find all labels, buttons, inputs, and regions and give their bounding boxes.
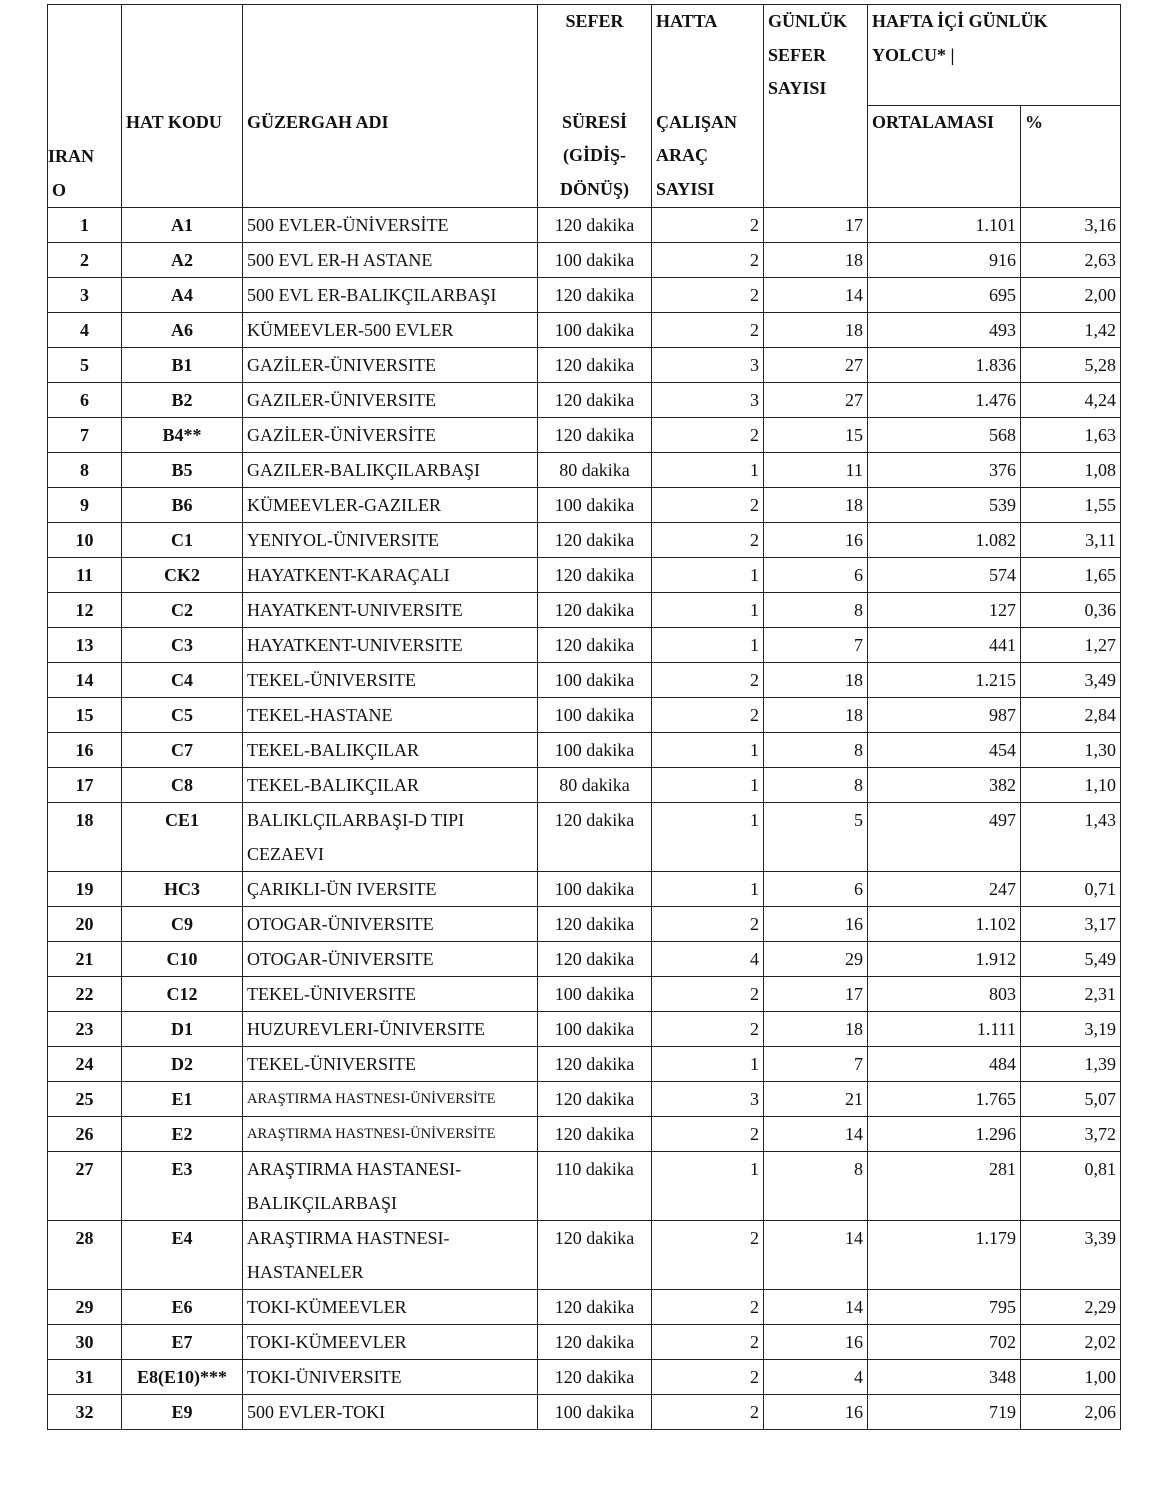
cell-sefer-suresi: 120 dakika xyxy=(538,1325,652,1360)
cell-hat-kodu: HC3 xyxy=(122,872,243,907)
table-row xyxy=(48,453,1121,488)
table-row xyxy=(48,313,1121,348)
table-row xyxy=(48,593,1121,628)
cell-sira-no: 1 xyxy=(48,208,122,243)
cell-hat-kodu: E9 xyxy=(122,1395,243,1430)
cell-yolcu-ortalama: 1.912 xyxy=(868,942,1021,977)
cell-yuzde: 1,63 xyxy=(1021,418,1121,453)
cell-arac-sayisi: 3 xyxy=(652,383,764,418)
cell-arac-sayisi: 1 xyxy=(652,558,764,593)
cell-hat-kodu: CK2 xyxy=(122,558,243,593)
cell-yolcu-ortalama: 348 xyxy=(868,1360,1021,1395)
cell-yuzde: 3,19 xyxy=(1021,1012,1121,1047)
cell-guzergah: KÜMEEVLER-GAZILER xyxy=(243,488,538,523)
cell-hat-kodu: E3 xyxy=(122,1152,243,1221)
table-row xyxy=(48,1290,1121,1325)
cell-sefer-sayisi: 18 xyxy=(764,488,868,523)
cell-sefer-sayisi: 17 xyxy=(764,208,868,243)
cell-sefer-suresi: 120 dakika xyxy=(538,278,652,313)
cell-sefer-suresi: 100 dakika xyxy=(538,243,652,278)
cell-arac-sayisi: 3 xyxy=(652,348,764,383)
cell-sira-no: 18 xyxy=(48,803,122,872)
cell-hat-kodu: C5 xyxy=(122,698,243,733)
cell-guzergah: ARAŞTIRMA HASTANESI-BALIKÇILARBAŞI xyxy=(243,1152,538,1221)
cell-sira-no: 7 xyxy=(48,418,122,453)
table-row xyxy=(48,488,1121,523)
cell-sira-no: 20 xyxy=(48,907,122,942)
cell-arac-sayisi: 2 xyxy=(652,243,764,278)
cell-sefer-suresi: 120 dakika xyxy=(538,1360,652,1395)
cell-sefer-sayisi: 27 xyxy=(764,383,868,418)
cell-yolcu-ortalama: 574 xyxy=(868,558,1021,593)
cell-hat-kodu: E8(E10)*** xyxy=(122,1360,243,1395)
cell-sira-no: 24 xyxy=(48,1047,122,1082)
cell-arac-sayisi: 2 xyxy=(652,1395,764,1430)
header-hatta-arac: HATTA ÇALIŞAN ARAÇ SAYISI xyxy=(652,5,764,208)
cell-sefer-sayisi: 18 xyxy=(764,698,868,733)
cell-yolcu-ortalama: 1.111 xyxy=(868,1012,1021,1047)
cell-arac-sayisi: 2 xyxy=(652,1325,764,1360)
cell-arac-sayisi: 1 xyxy=(652,593,764,628)
cell-yolcu-ortalama: 539 xyxy=(868,488,1021,523)
cell-yolcu-ortalama: 281 xyxy=(868,1152,1021,1221)
cell-sefer-sayisi: 17 xyxy=(764,977,868,1012)
cell-sefer-suresi: 80 dakika xyxy=(538,768,652,803)
cell-hat-kodu: B4** xyxy=(122,418,243,453)
cell-sefer-sayisi: 16 xyxy=(764,523,868,558)
table-row xyxy=(48,1047,1121,1082)
cell-sefer-suresi: 80 dakika xyxy=(538,453,652,488)
cell-yuzde: 1,30 xyxy=(1021,733,1121,768)
cell-guzergah: GAZİLER-ÜNIVERSITE xyxy=(243,348,538,383)
table-row xyxy=(48,418,1121,453)
cell-sefer-suresi: 120 dakika xyxy=(538,942,652,977)
cell-yolcu-ortalama: 702 xyxy=(868,1325,1021,1360)
cell-yuzde: 2,31 xyxy=(1021,977,1121,1012)
cell-yuzde: 3,72 xyxy=(1021,1117,1121,1152)
cell-yolcu-ortalama: 1.215 xyxy=(868,663,1021,698)
cell-sira-no: 29 xyxy=(48,1290,122,1325)
cell-hat-kodu: C4 xyxy=(122,663,243,698)
cell-yuzde: 2,63 xyxy=(1021,243,1121,278)
cell-yuzde: 3,39 xyxy=(1021,1221,1121,1290)
cell-arac-sayisi: 2 xyxy=(652,1117,764,1152)
cell-hat-kodu: C8 xyxy=(122,768,243,803)
cell-hat-kodu: E7 xyxy=(122,1325,243,1360)
table-row xyxy=(48,383,1121,418)
cell-yolcu-ortalama: 127 xyxy=(868,593,1021,628)
cell-guzergah: ARAŞTIRMA HASTNESI-HASTANELER xyxy=(243,1221,538,1290)
cell-arac-sayisi: 2 xyxy=(652,1290,764,1325)
cell-guzergah: ARAŞTIRMA HASTNESI-ÜNİVERSİTE xyxy=(243,1117,538,1152)
cell-hat-kodu: C10 xyxy=(122,942,243,977)
cell-yuzde: 3,16 xyxy=(1021,208,1121,243)
cell-sefer-suresi: 120 dakika xyxy=(538,558,652,593)
cell-sefer-suresi: 120 dakika xyxy=(538,1117,652,1152)
cell-sefer-suresi: 100 dakika xyxy=(538,1012,652,1047)
cell-yuzde: 2,29 xyxy=(1021,1290,1121,1325)
cell-guzergah: OTOGAR-ÜNIVERSITE xyxy=(243,942,538,977)
cell-sefer-suresi: 120 dakika xyxy=(538,1221,652,1290)
cell-sira-no: 13 xyxy=(48,628,122,663)
cell-hat-kodu: CE1 xyxy=(122,803,243,872)
cell-sira-no: 5 xyxy=(48,348,122,383)
cell-guzergah: KÜMEEVLER-500 EVLER xyxy=(243,313,538,348)
cell-hat-kodu: E4 xyxy=(122,1221,243,1290)
cell-arac-sayisi: 2 xyxy=(652,208,764,243)
cell-sefer-suresi: 120 dakika xyxy=(538,593,652,628)
cell-sira-no: 4 xyxy=(48,313,122,348)
cell-arac-sayisi: 2 xyxy=(652,1012,764,1047)
cell-arac-sayisi: 1 xyxy=(652,1047,764,1082)
cell-hat-kodu: C9 xyxy=(122,907,243,942)
cell-sefer-sayisi: 14 xyxy=(764,1221,868,1290)
cell-sefer-sayisi: 14 xyxy=(764,1117,868,1152)
table-row xyxy=(48,907,1121,942)
cell-sefer-sayisi: 18 xyxy=(764,663,868,698)
cell-guzergah: HUZUREVLERI-ÜNIVERSITE xyxy=(243,1012,538,1047)
cell-arac-sayisi: 1 xyxy=(652,872,764,907)
cell-sefer-sayisi: 7 xyxy=(764,1047,868,1082)
cell-yolcu-ortalama: 1.179 xyxy=(868,1221,1021,1290)
cell-sira-no: 14 xyxy=(48,663,122,698)
cell-yolcu-ortalama: 803 xyxy=(868,977,1021,1012)
cell-guzergah: 500 EVLER-TOKI xyxy=(243,1395,538,1430)
cell-arac-sayisi: 4 xyxy=(652,942,764,977)
cell-sira-no: 23 xyxy=(48,1012,122,1047)
header-sefer-suresi: SEFER SÜRESİ (GİDİŞ- DÖNÜŞ) xyxy=(538,5,652,208)
cell-arac-sayisi: 2 xyxy=(652,698,764,733)
cell-sefer-sayisi: 14 xyxy=(764,1290,868,1325)
cell-sefer-suresi: 100 dakika xyxy=(538,488,652,523)
cell-guzergah: BALIKLÇILARBAŞI-D TIPI CEZAEVI xyxy=(243,803,538,872)
cell-yolcu-ortalama: 441 xyxy=(868,628,1021,663)
cell-sefer-suresi: 120 dakika xyxy=(538,208,652,243)
table-row xyxy=(48,733,1121,768)
cell-arac-sayisi: 2 xyxy=(652,1221,764,1290)
cell-sefer-sayisi: 8 xyxy=(764,593,868,628)
table-row xyxy=(48,1152,1121,1221)
cell-sira-no: 9 xyxy=(48,488,122,523)
cell-yolcu-ortalama: 1.296 xyxy=(868,1117,1021,1152)
table-row xyxy=(48,803,1121,872)
header-hafta-ici: HAFTA İÇİ GÜNLÜK YOLCU* | xyxy=(868,5,1121,106)
cell-guzergah: 500 EVLER-ÜNİVERSİTE xyxy=(243,208,538,243)
cell-guzergah: TEKEL-BALIKÇILAR xyxy=(243,733,538,768)
cell-yuzde: 1,10 xyxy=(1021,768,1121,803)
cell-yolcu-ortalama: 695 xyxy=(868,278,1021,313)
table-row xyxy=(48,698,1121,733)
cell-arac-sayisi: 2 xyxy=(652,313,764,348)
cell-sira-no: 15 xyxy=(48,698,122,733)
cell-sefer-sayisi: 6 xyxy=(764,558,868,593)
table-row xyxy=(48,1360,1121,1395)
cell-sefer-sayisi: 11 xyxy=(764,453,868,488)
cell-sefer-sayisi: 8 xyxy=(764,1152,868,1221)
table-row xyxy=(48,1395,1121,1430)
table-row xyxy=(48,1325,1121,1360)
cell-sira-no: 27 xyxy=(48,1152,122,1221)
cell-arac-sayisi: 1 xyxy=(652,628,764,663)
cell-sira-no: 25 xyxy=(48,1082,122,1117)
cell-hat-kodu: C2 xyxy=(122,593,243,628)
cell-sira-no: 11 xyxy=(48,558,122,593)
cell-sira-no: 17 xyxy=(48,768,122,803)
cell-sefer-sayisi: 15 xyxy=(764,418,868,453)
cell-sefer-sayisi: 21 xyxy=(764,1082,868,1117)
cell-hat-kodu: B5 xyxy=(122,453,243,488)
cell-sefer-suresi: 100 dakika xyxy=(538,663,652,698)
header-hat-kodu: HAT KODU xyxy=(122,5,243,208)
cell-arac-sayisi: 2 xyxy=(652,663,764,698)
cell-sefer-suresi: 120 dakika xyxy=(538,803,652,872)
cell-arac-sayisi: 1 xyxy=(652,733,764,768)
cell-sira-no: 12 xyxy=(48,593,122,628)
table-row xyxy=(48,523,1121,558)
table-row xyxy=(48,1221,1121,1290)
cell-yolcu-ortalama: 376 xyxy=(868,453,1021,488)
cell-sefer-suresi: 120 dakika xyxy=(538,628,652,663)
table-row xyxy=(48,208,1121,243)
route-table xyxy=(47,4,1121,1430)
cell-sefer-sayisi: 8 xyxy=(764,733,868,768)
cell-sefer-sayisi: 14 xyxy=(764,278,868,313)
cell-yolcu-ortalama: 987 xyxy=(868,698,1021,733)
cell-sefer-suresi: 120 dakika xyxy=(538,348,652,383)
table-row xyxy=(48,558,1121,593)
cell-yolcu-ortalama: 247 xyxy=(868,872,1021,907)
cell-guzergah: TOKI-KÜMEEVLER xyxy=(243,1325,538,1360)
cell-sira-no: 3 xyxy=(48,278,122,313)
cell-hat-kodu: D1 xyxy=(122,1012,243,1047)
cell-sefer-suresi: 100 dakika xyxy=(538,872,652,907)
cell-yuzde: 5,49 xyxy=(1021,942,1121,977)
cell-sefer-sayisi: 16 xyxy=(764,1395,868,1430)
cell-sefer-suresi: 120 dakika xyxy=(538,523,652,558)
cell-hat-kodu: C3 xyxy=(122,628,243,663)
cell-arac-sayisi: 1 xyxy=(652,1152,764,1221)
cell-arac-sayisi: 2 xyxy=(652,488,764,523)
cell-sira-no: 28 xyxy=(48,1221,122,1290)
cell-sefer-suresi: 120 dakika xyxy=(538,1047,652,1082)
cell-hat-kodu: B6 xyxy=(122,488,243,523)
cell-arac-sayisi: 2 xyxy=(652,523,764,558)
cell-arac-sayisi: 1 xyxy=(652,453,764,488)
cell-hat-kodu: E2 xyxy=(122,1117,243,1152)
cell-sira-no: 26 xyxy=(48,1117,122,1152)
cell-yolcu-ortalama: 1.765 xyxy=(868,1082,1021,1117)
cell-sira-no: 2 xyxy=(48,243,122,278)
cell-yuzde: 1,55 xyxy=(1021,488,1121,523)
cell-yuzde: 2,00 xyxy=(1021,278,1121,313)
cell-yuzde: 1,42 xyxy=(1021,313,1121,348)
cell-yolcu-ortalama: 1.101 xyxy=(868,208,1021,243)
cell-sefer-sayisi: 29 xyxy=(764,942,868,977)
cell-yuzde: 2,06 xyxy=(1021,1395,1121,1430)
cell-hat-kodu: C1 xyxy=(122,523,243,558)
cell-sefer-sayisi: 16 xyxy=(764,1325,868,1360)
table-row xyxy=(48,977,1121,1012)
cell-hat-kodu: A2 xyxy=(122,243,243,278)
cell-sira-no: 19 xyxy=(48,872,122,907)
header-ortalamasi: ORTALAMASI xyxy=(868,106,1021,208)
cell-yolcu-ortalama: 497 xyxy=(868,803,1021,872)
cell-guzergah: HAYATKENT-KARAÇALI xyxy=(243,558,538,593)
cell-sira-no: 8 xyxy=(48,453,122,488)
cell-guzergah: YENIYOL-ÜNIVERSITE xyxy=(243,523,538,558)
cell-guzergah: TEKEL-ÜNIVERSITE xyxy=(243,663,538,698)
cell-guzergah: TEKEL-ÜNIVERSITE xyxy=(243,977,538,1012)
header-gunluk-sefer: GÜNLÜK SEFER SAYISI xyxy=(764,5,868,208)
cell-guzergah: 500 EVL ER-BALIKÇILARBAŞI xyxy=(243,278,538,313)
cell-sefer-suresi: 110 dakika xyxy=(538,1152,652,1221)
cell-arac-sayisi: 1 xyxy=(652,803,764,872)
table-row xyxy=(48,628,1121,663)
cell-yolcu-ortalama: 795 xyxy=(868,1290,1021,1325)
header-sira-no: IRAN O xyxy=(48,5,122,208)
cell-sira-no: 10 xyxy=(48,523,122,558)
cell-yuzde: 1,39 xyxy=(1021,1047,1121,1082)
cell-sefer-sayisi: 6 xyxy=(764,872,868,907)
cell-sefer-suresi: 100 dakika xyxy=(538,1395,652,1430)
cell-yuzde: 0,71 xyxy=(1021,872,1121,907)
table-row xyxy=(48,942,1121,977)
cell-sefer-suresi: 120 dakika xyxy=(538,383,652,418)
cell-sefer-sayisi: 27 xyxy=(764,348,868,383)
cell-yolcu-ortalama: 916 xyxy=(868,243,1021,278)
cell-yuzde: 3,17 xyxy=(1021,907,1121,942)
cell-yolcu-ortalama: 1.836 xyxy=(868,348,1021,383)
cell-guzergah: HAYATKENT-UNIVERSITE xyxy=(243,628,538,663)
cell-yolcu-ortalama: 493 xyxy=(868,313,1021,348)
cell-sefer-sayisi: 8 xyxy=(764,768,868,803)
cell-guzergah: TEKEL-ÜNIVERSITE xyxy=(243,1047,538,1082)
cell-sira-no: 21 xyxy=(48,942,122,977)
cell-sira-no: 16 xyxy=(48,733,122,768)
cell-yuzde: 4,24 xyxy=(1021,383,1121,418)
header-guzergah: GÜZERGAH ADI xyxy=(243,5,538,208)
cell-guzergah: GAZİLER-ÜNİVERSİTE xyxy=(243,418,538,453)
cell-sefer-sayisi: 18 xyxy=(764,1012,868,1047)
table-row xyxy=(48,872,1121,907)
cell-hat-kodu: A4 xyxy=(122,278,243,313)
table-row xyxy=(48,663,1121,698)
cell-sefer-sayisi: 16 xyxy=(764,907,868,942)
cell-yuzde: 2,02 xyxy=(1021,1325,1121,1360)
cell-arac-sayisi: 1 xyxy=(652,768,764,803)
cell-yolcu-ortalama: 719 xyxy=(868,1395,1021,1430)
cell-sefer-suresi: 120 dakika xyxy=(538,418,652,453)
cell-hat-kodu: C7 xyxy=(122,733,243,768)
cell-hat-kodu: E1 xyxy=(122,1082,243,1117)
cell-yolcu-ortalama: 1.102 xyxy=(868,907,1021,942)
cell-sefer-suresi: 100 dakika xyxy=(538,977,652,1012)
cell-arac-sayisi: 2 xyxy=(652,907,764,942)
cell-sefer-sayisi: 4 xyxy=(764,1360,868,1395)
cell-guzergah: HAYATKENT-UNIVERSITE xyxy=(243,593,538,628)
cell-hat-kodu: D2 xyxy=(122,1047,243,1082)
cell-yuzde: 2,84 xyxy=(1021,698,1121,733)
cell-guzergah: GAZILER-ÜNIVERSITE xyxy=(243,383,538,418)
cell-sira-no: 31 xyxy=(48,1360,122,1395)
cell-sefer-suresi: 120 dakika xyxy=(538,1290,652,1325)
cell-guzergah: OTOGAR-ÜNIVERSITE xyxy=(243,907,538,942)
cell-sefer-suresi: 100 dakika xyxy=(538,698,652,733)
cell-hat-kodu: A6 xyxy=(122,313,243,348)
cell-sefer-suresi: 120 dakika xyxy=(538,907,652,942)
table-row xyxy=(48,278,1121,313)
cell-guzergah: ARAŞTIRMA HASTNESI-ÜNİVERSİTE xyxy=(243,1082,538,1117)
table-row xyxy=(48,1117,1121,1152)
cell-guzergah: ÇARIKLI-ÜN IVERSITE xyxy=(243,872,538,907)
header-yuzde: % xyxy=(1021,106,1121,208)
cell-yolcu-ortalama: 1.082 xyxy=(868,523,1021,558)
cell-yolcu-ortalama: 568 xyxy=(868,418,1021,453)
cell-yuzde: 1,43 xyxy=(1021,803,1121,872)
cell-yuzde: 5,07 xyxy=(1021,1082,1121,1117)
cell-yuzde: 3,11 xyxy=(1021,523,1121,558)
cell-yuzde: 5,28 xyxy=(1021,348,1121,383)
cell-yuzde: 1,00 xyxy=(1021,1360,1121,1395)
cell-yolcu-ortalama: 484 xyxy=(868,1047,1021,1082)
cell-hat-kodu: A1 xyxy=(122,208,243,243)
cell-arac-sayisi: 3 xyxy=(652,1082,764,1117)
cell-guzergah: TOKI-KÜMEEVLER xyxy=(243,1290,538,1325)
cell-sefer-suresi: 120 dakika xyxy=(538,1082,652,1117)
cell-sefer-sayisi: 18 xyxy=(764,313,868,348)
cell-yuzde: 3,49 xyxy=(1021,663,1121,698)
cell-sira-no: 32 xyxy=(48,1395,122,1430)
cell-sefer-suresi: 100 dakika xyxy=(538,313,652,348)
cell-yolcu-ortalama: 382 xyxy=(868,768,1021,803)
cell-sira-no: 6 xyxy=(48,383,122,418)
cell-guzergah: GAZILER-BALIKÇILARBAŞI xyxy=(243,453,538,488)
cell-guzergah: TEKEL-HASTANE xyxy=(243,698,538,733)
cell-sefer-suresi: 100 dakika xyxy=(538,733,652,768)
cell-yuzde: 0,36 xyxy=(1021,593,1121,628)
cell-yolcu-ortalama: 454 xyxy=(868,733,1021,768)
cell-yuzde: 1,27 xyxy=(1021,628,1121,663)
table-row xyxy=(48,243,1121,278)
table-row xyxy=(48,348,1121,383)
cell-hat-kodu: C12 xyxy=(122,977,243,1012)
cell-sefer-sayisi: 7 xyxy=(764,628,868,663)
cell-guzergah: TEKEL-BALIKÇILAR xyxy=(243,768,538,803)
table-body xyxy=(48,208,1121,1430)
cell-sira-no: 30 xyxy=(48,1325,122,1360)
cell-sira-no: 22 xyxy=(48,977,122,1012)
table-row xyxy=(48,1082,1121,1117)
cell-guzergah: TOKI-ÜNIVERSITE xyxy=(243,1360,538,1395)
cell-arac-sayisi: 2 xyxy=(652,1360,764,1395)
cell-sefer-sayisi: 5 xyxy=(764,803,868,872)
cell-hat-kodu: B1 xyxy=(122,348,243,383)
cell-yuzde: 1,65 xyxy=(1021,558,1121,593)
cell-hat-kodu: B2 xyxy=(122,383,243,418)
cell-yuzde: 0,81 xyxy=(1021,1152,1121,1221)
cell-yuzde: 1,08 xyxy=(1021,453,1121,488)
cell-sefer-sayisi: 18 xyxy=(764,243,868,278)
cell-arac-sayisi: 2 xyxy=(652,278,764,313)
cell-arac-sayisi: 2 xyxy=(652,418,764,453)
cell-yolcu-ortalama: 1.476 xyxy=(868,383,1021,418)
cell-guzergah: 500 EVL ER-H ASTANE xyxy=(243,243,538,278)
cell-arac-sayisi: 2 xyxy=(652,977,764,1012)
cell-hat-kodu: E6 xyxy=(122,1290,243,1325)
table-row xyxy=(48,768,1121,803)
table-row xyxy=(48,1012,1121,1047)
